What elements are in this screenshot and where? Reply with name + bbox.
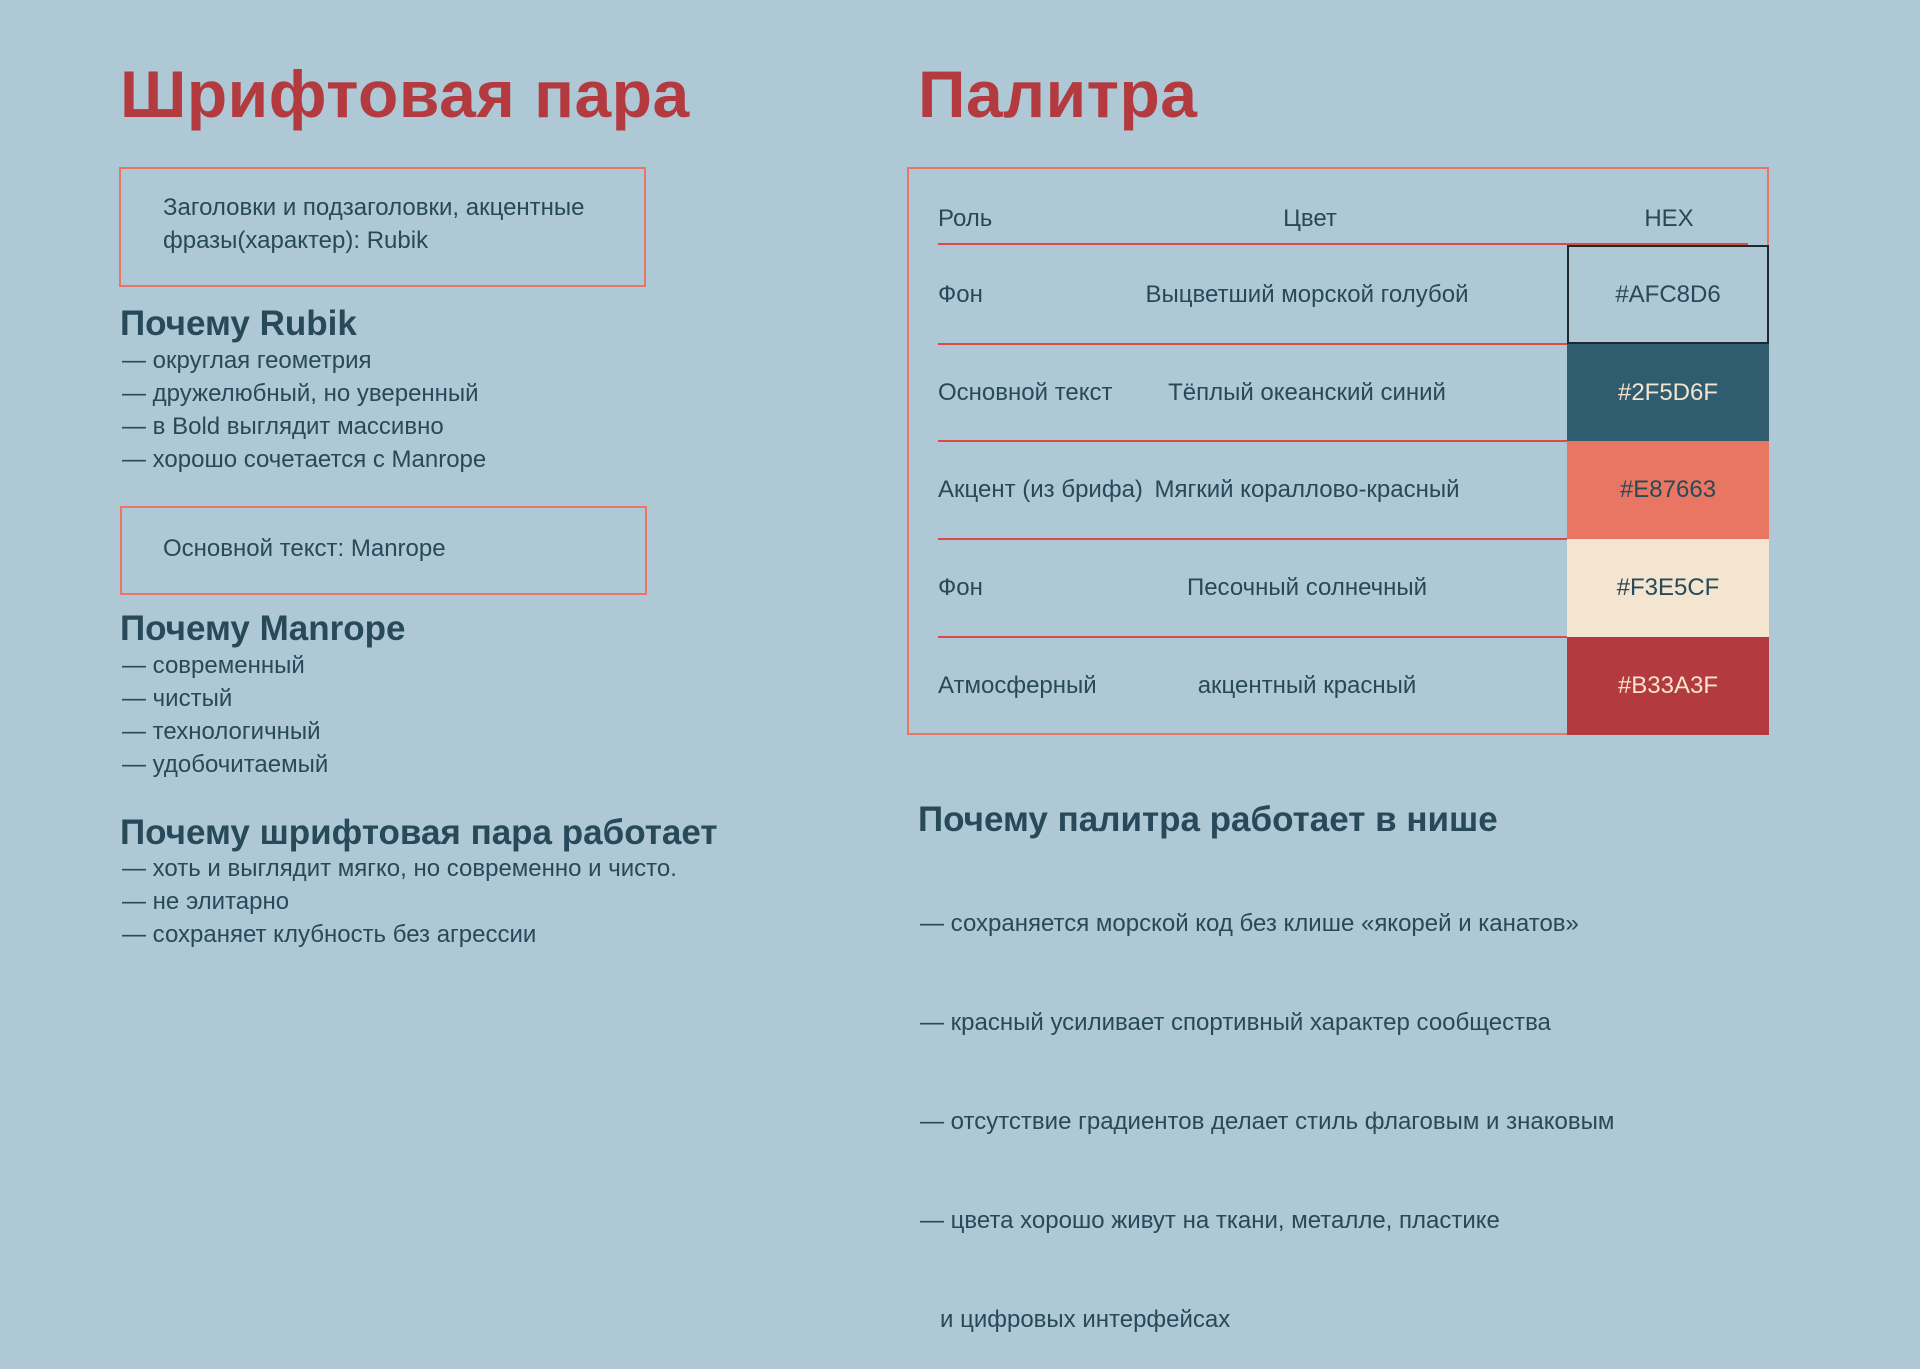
color-swatch (1567, 344, 1769, 441)
row-role: Атмосферный (938, 672, 1097, 699)
hex-value: #AFC8D6 (1615, 280, 1721, 308)
row-color-name: Выцветший морской голубой (1145, 280, 1469, 308)
body-font-box (120, 506, 647, 595)
row-role: Основной текст (938, 378, 1113, 406)
row-role: Акцент (из брифа) (938, 476, 1143, 503)
list-item: — отсутствие градиентов делает стиль флаговым и знаковым (920, 1108, 1615, 1135)
color-swatch (1567, 539, 1769, 637)
row-divider (938, 343, 1567, 345)
palette-title: Палитра (918, 57, 1198, 131)
rubik-points (122, 344, 486, 476)
row-color-name: Песочный солнечный (1186, 574, 1428, 601)
pair-heading: Почему шрифтовая пара работает (120, 813, 718, 852)
list-item: — удобочитаемый (122, 751, 329, 778)
row-role: Фон (938, 280, 983, 308)
list-item: — сохраняется морской код без клише «якорей и канатов» (920, 910, 1579, 937)
color-swatch (1567, 637, 1769, 735)
row-divider (938, 440, 1567, 442)
body-font-text: Основной текст: Manrope (163, 535, 446, 562)
list-item: и цифровых интерфейсах (920, 1306, 1231, 1333)
header-color: Цвет (1283, 205, 1337, 232)
box-line: Заголовки и подзаголовки, акцентные (163, 194, 585, 221)
hex-value: #F3E5CF (1616, 574, 1720, 601)
list-item: — хоть и выглядит мягко, но современно и чисто. (122, 855, 677, 882)
list-item: — современный (122, 652, 305, 679)
palette-why-points (920, 841, 1614, 1369)
manrope-heading: Почему Manrope (120, 609, 406, 648)
row-divider (938, 538, 1567, 540)
hex-value: #E87663 (1619, 476, 1717, 503)
heading-font-box (119, 167, 646, 287)
rubik-heading: Почему Rubik (120, 304, 357, 343)
row-role: Фон (938, 574, 983, 601)
list-item: — не элитарно (122, 888, 290, 915)
box-line: фразы(характер): Rubik (163, 227, 429, 254)
list-item: — дружелюбный, но уверенный (122, 380, 479, 407)
manrope-points (122, 649, 328, 781)
list-item: — округлая геометрия (122, 347, 372, 374)
hex-value: #B33A3F (1617, 672, 1719, 699)
color-swatch (1567, 245, 1769, 344)
header-role: Роль (938, 205, 993, 232)
pair-points (122, 852, 677, 951)
color-swatch (1567, 441, 1769, 539)
list-item: — технологичный (122, 718, 321, 745)
row-color-name: Мягкий кораллово-красный (1154, 476, 1460, 503)
header-hex: HEX (1644, 205, 1694, 232)
palette-why-heading: Почему палитра работает в нише (918, 800, 1498, 839)
list-item: — в Bold выглядит массивно (122, 413, 444, 440)
row-color-name: Тёплый океанский синий (1168, 378, 1446, 406)
row-divider (938, 636, 1567, 638)
list-item: — сохраняет клубность без агрессии (122, 921, 537, 948)
row-color-name: акцентный красный (1197, 672, 1417, 699)
heading-font-text (163, 191, 585, 257)
list-item: — красный усиливает спортивный характер сообщества (920, 1009, 1551, 1036)
font-pair-title: Шрифтовая пара (120, 57, 690, 131)
list-item: — цвета хорошо живут на ткани, металле, пластике (920, 1207, 1500, 1234)
list-item: — хорошо сочетается с Manrope (122, 446, 487, 473)
list-item: — чистый (122, 685, 233, 712)
hex-value: #2F5D6F (1617, 378, 1719, 406)
